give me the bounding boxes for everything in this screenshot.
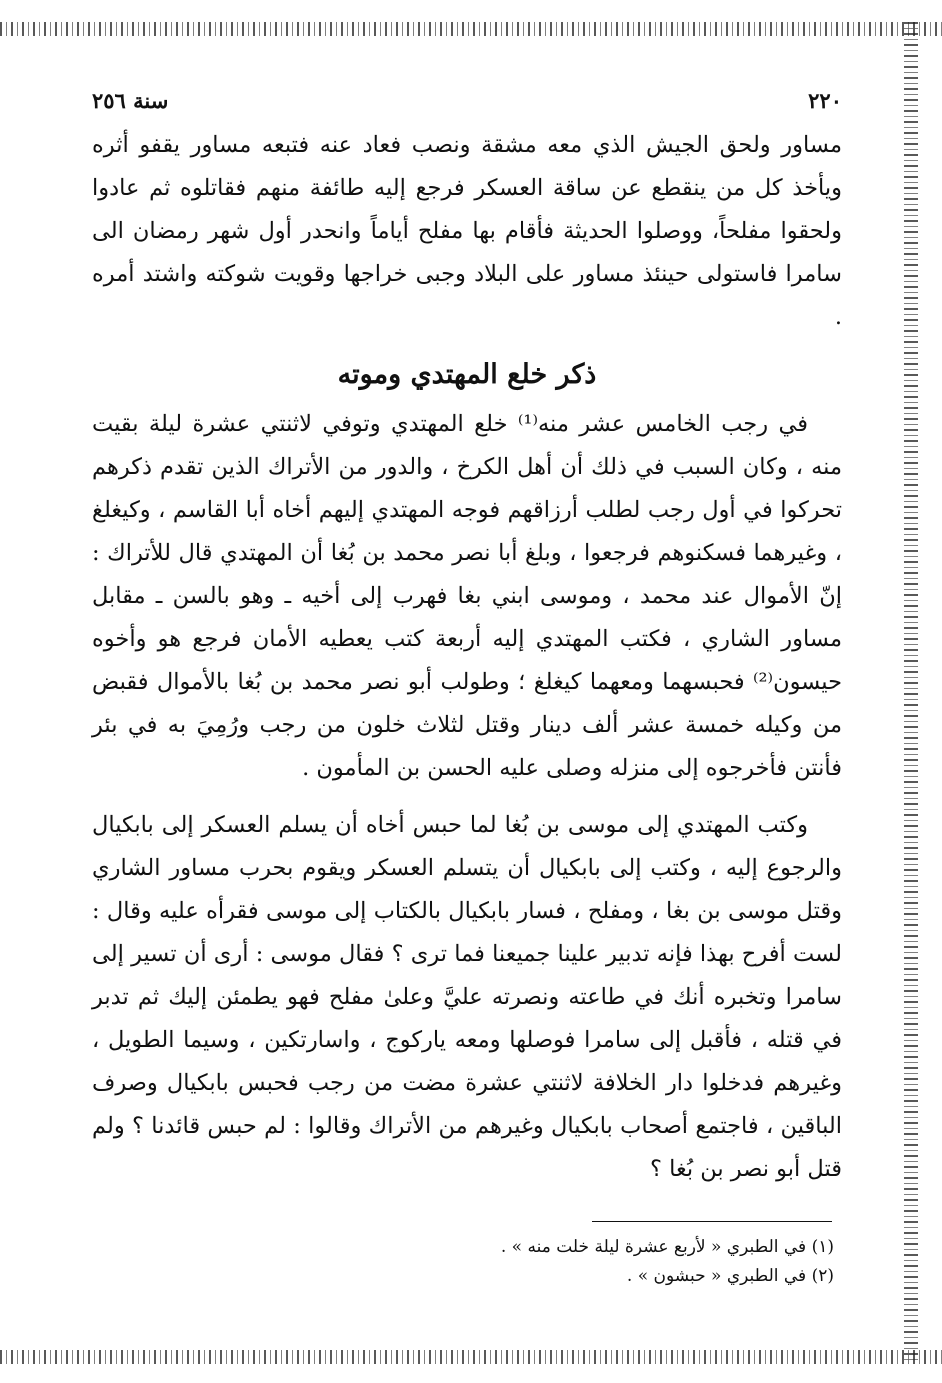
footnote-rule — [592, 1221, 832, 1222]
side-ornamental-border — [904, 22, 918, 1364]
section-paragraph-2: وكتب المهتدي إلى موسى بن بُغا لما حبس أخاه أن يسلم العسكر إلى بابكيال والرجوع إليه ، وكتب إلى بابكيال أن يتسلم العسكر ويقوم بحرب مساور الشاري وقتل موسى بن بغا ، ومفلح ، فسار بابكيال بالكتاب إلى موسى فقرأه عليه وقال : لست أفرح بهذا فإنه تدبير علينا جميعنا فما ترى ؟ فقال موسى : أرى أن تسير إلى سامرا وتخبره أنك في طاعته ونصرته عليَّ وعلىٰ مفلح فهو يطمئن إليك ثم تدبر في قتله ، فأقبل إلى سامرا فوصلها ومعه ياركوج ، واسارتكين ، وسيما الطويل ، وغيرهم فدخلوا دار الخلافة لاثنتي عشرة مضت من رجب فحبس بابكيال وصرف الباقين ، فاجتمع أصحاب بابكيال وغيرهم من الأتراك وقالوا : لم حبس قائدنا ؟ ولم قتل أبو نصر بن بُغا ؟ — [92, 812, 842, 1182]
page-number: ٢٢٠ — [808, 88, 842, 113]
paragraph-gap — [92, 790, 842, 804]
section-paragraph-1: في رجب الخامس عشر منه⁽¹⁾ خلع المهتدي وتوفي لاثنتي عشرة ليلة بقيت منه ، وكان السبب في ذلك أن أهل الكرخ ، والدور من الأتراك الذين تقدم ذكرهم تحركوا في أول رجب لطلب أرزاقهم فوجه المهتدي إليهم أخاه أبا القاسم ، وكيغلغ ، وغيرهما فسكنوهم فرجعوا ، وبلغ أبا نصر محمد بن بُغا أن المهتدي قال للأتراك : إنّ الأموال عند محمد ، وموسى ابني بغا فهرب إلى أخيه ـ وهو بالسن ـ مقابل مساور الشاري ، فكتب المهتدي إليه أربعة كتب يعطيه الأمان فرجع هو وأخوه حيسون⁽²⁾ فحبسهما ومعهما كيغلغ ؛ وطولب أبو نصر محمد بن بُغا بالأموال فقبض من وكيله خمسة عشر ألف دينار وقتل لثلاث خلون من رجب ورُمِيَ به في بئر فأنتن فأخرجوه إلى منزله وصلى عليه الحسن بن المأمون . — [92, 411, 842, 781]
footnotes — [92, 1233, 834, 1291]
section-heading: ذكر خلع المهتدي وموته — [337, 359, 597, 390]
opening-paragraph: مساور ولحق الجيش الذي معه مشقة ونصب فعاد عنه فتبعه مساور يقفو أثره ويأخذ كل من ينقطع عن ساقة العسكر فرجع إليه طائفة منهم فقاتلوه ثم عادوا ولحقوا مفلحاً، ووصلوا الحديثة فأقام بها مفلح أياماً وانحدر أول شهر رمضان الى سامرا فاستولى حينئذ مساور على البلاد وجبى خراجها وقويت شوكته واشتد أمره . — [92, 132, 842, 330]
footnote-2: (٢) في الطبري « حبشون » . — [626, 1266, 834, 1286]
running-head — [92, 88, 842, 124]
page-body — [92, 88, 842, 1191]
year-label: سنة ٢٥٦ — [92, 88, 169, 113]
footnote-1: (١) في الطبري « لأربع عشرة ليلة خلت منه » . — [500, 1237, 834, 1257]
top-ornamental-border — [0, 22, 942, 36]
bottom-ornamental-border — [0, 1350, 942, 1364]
